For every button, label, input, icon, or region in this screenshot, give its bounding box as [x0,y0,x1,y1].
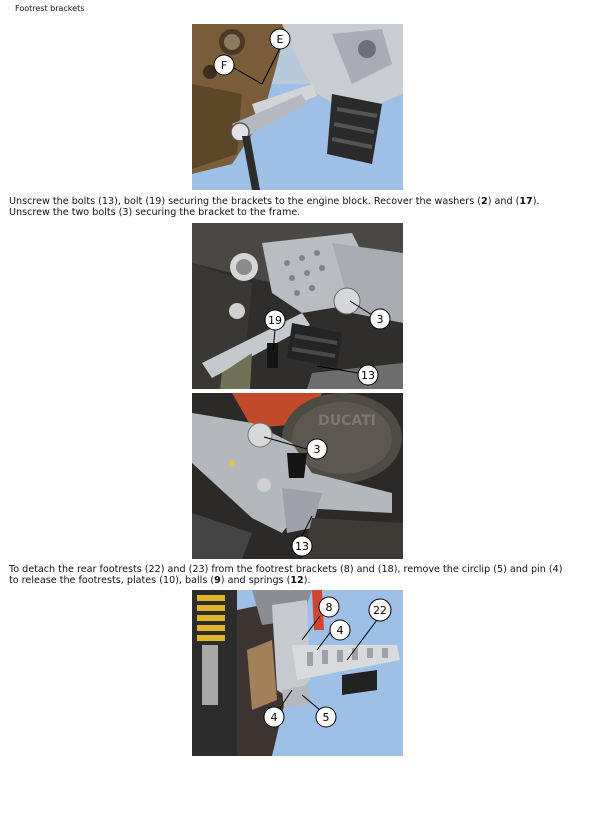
text-segment: Unscrew the bolts (13), bolt (19) securing the brackets to the engine block. Recover the washers ( [9,196,481,207]
paragraph-1-line-2 [9,207,584,218]
text-segment: to release the footrests, plates (10), balls ( [9,575,215,586]
text-segment: ) and springs ( [220,575,291,586]
text-segment: 2 [481,196,488,207]
photo-footrest-bracket-ef [192,24,403,190]
text-segment: ) and ( [487,196,520,207]
callout-4-bottom-label: 4 [270,711,278,724]
callout-4-top-label: 4 [336,624,344,637]
photo-bracket-engine-block [192,223,403,389]
text-segment: 12 [290,575,304,586]
paragraph-1 [9,196,584,218]
paragraph-1-line-1 [9,196,584,207]
callout-22-label: 22 [373,604,387,617]
callout-f-label: F [220,59,228,72]
photo-bracket-frame [192,393,403,559]
callout-5-label: 5 [322,711,330,724]
callout-8-label: 8 [325,601,333,614]
text-segment: ). [532,196,540,207]
text-segment: To detach the rear footrests (22) and (23) from the footrest brackets (8) and (18), remove the circlip (5) and pin (4) [9,564,563,575]
text-segment: 9 [214,575,221,586]
paragraph-2 [9,564,584,586]
page-header: Footrest brackets [15,4,85,13]
text-segment: Unscrew the two bolts (3) securing the bracket to the frame. [9,207,301,218]
paragraph-2-line-1 [9,564,584,575]
text-segment: ). [303,575,311,586]
callout-3-label: 3 [313,443,321,456]
ducati-logo: DUCATI [318,413,376,429]
paragraph-2-line-2 [9,575,584,586]
callout-13-label: 13 [295,540,309,553]
callout-3-label: 3 [376,313,384,326]
text-segment: 17 [519,196,533,207]
callout-19-label: 19 [268,314,282,327]
photo-rear-footrest [192,590,403,756]
callout-e-label: E [276,33,284,46]
callout-13-label: 13 [361,369,375,382]
